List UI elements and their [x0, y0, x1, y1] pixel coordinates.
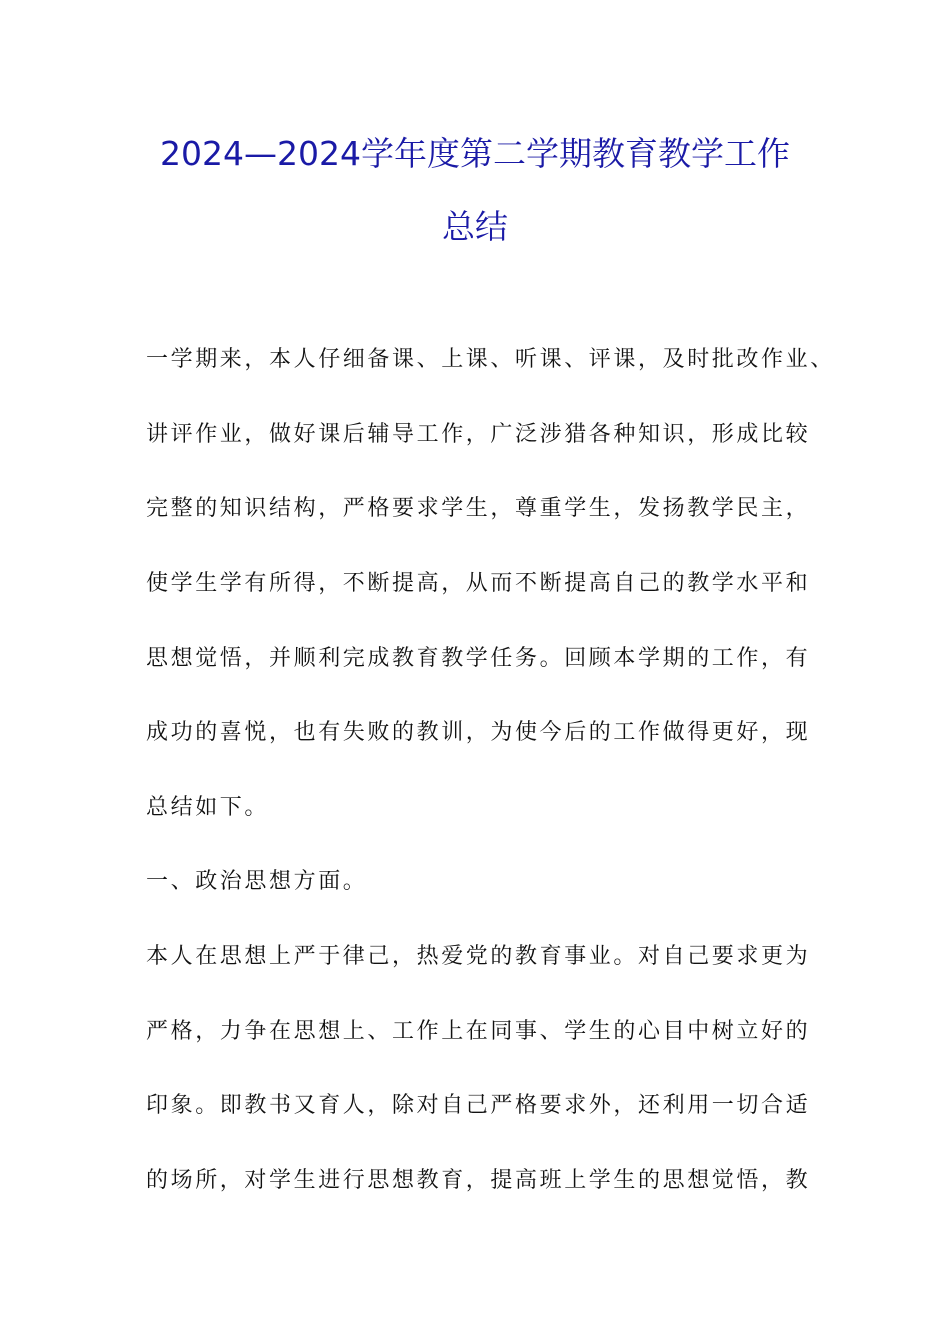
body-text-line: 一学期来，本人仔细备课、上课、听课、评课，及时批改作业、	[146, 347, 835, 372]
body-text-line: 本人在思想上严于律己，热爱党的教育事业。对自己要求更为	[146, 944, 811, 969]
body-text-line: 总结如下。	[146, 795, 270, 820]
body-text-line: 印象。即教书又育人，除对自己严格要求外，还利用一切合适	[146, 1093, 811, 1118]
section-heading: 一、政治思想方面。	[146, 869, 368, 894]
body-text-line: 的场所，对学生进行思想教育，提高班上学生的思想觉悟，教	[146, 1168, 811, 1193]
body-text-line: 严格，力争在思想上、工作上在同事、学生的心目中树立好的	[146, 1019, 811, 1044]
body-text-line: 完整的知识结构，严格要求学生，尊重学生，发扬教学民主，	[146, 496, 811, 521]
body-text-line: 使学生学有所得，不断提高，从而不断提高自己的教学水平和	[146, 571, 811, 596]
body-text-line: 讲评作业，做好课后辅导工作，广泛涉猎各种知识，形成比较	[146, 422, 811, 447]
body-text-line: 成功的喜悦，也有失败的教训，为使今后的工作做得更好，现	[146, 720, 811, 745]
body-text-line: 思想觉悟，并顺利完成教育教学任务。回顾本学期的工作，有	[146, 646, 811, 671]
document-title-line-2: 总结	[442, 207, 508, 246]
document-title-line-1: 2024—2024学年度第二学期教育教学工作	[160, 134, 790, 173]
